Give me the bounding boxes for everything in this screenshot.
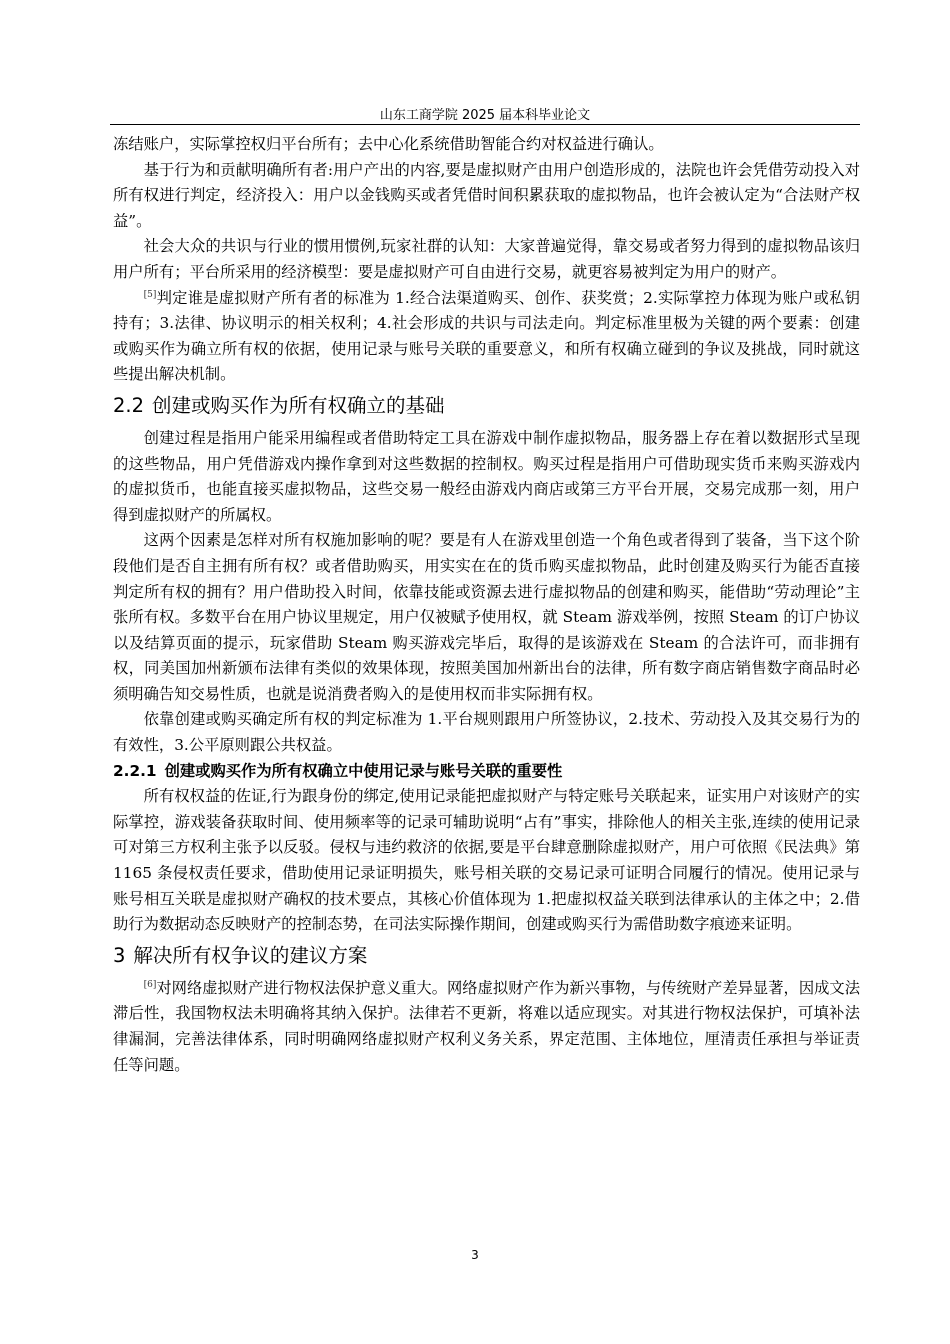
page-body bbox=[113, 132, 860, 1078]
paragraph: 基于行为和贡献明确所有者:用户产出的内容,要是虚拟财产由用户创造形成的，法院也许会凭借劳动投入对所有权进行判定，经济投入：用户以金钱购买或者凭借时间积累获取的虚拟物品，也许会被认定为“合法财产权益”。 bbox=[113, 160, 860, 230]
section-title: 创建或购买作为所有权确立的基础 bbox=[152, 393, 445, 417]
page-number: 3 bbox=[471, 1248, 479, 1262]
section-number: 3 bbox=[113, 943, 126, 967]
section-heading-2-2-1 bbox=[113, 759, 860, 785]
paragraph: 这两个因素是怎样对所有权施加影响的呢？要是有人在游戏里创造一个角色或者得到了装备，当下这个阶段他们是否自主拥有所有权？或者借助购买，用实实在在的货币购买虚拟物品，此时创建及购买行为能否直接判定所有权的拥有？用户借助投入时间，依靠技能或资源去进行虚拟物品的创建和购买，能借助“劳动理论”主张所有权。多数平台在用户协议里规定，用户仅被赋予使用权，就 Steam 游戏举例，按照 Steam 的订户协议以及结算页面的提示，玩家借助 Steam 购买游戏完毕后，取得的是该游戏在 Steam 的合法许可，而非拥有权，同美国加州新颁布法律有类似的效果体现，按照美国加州新出台的法律，所有数字商店销售数字商品时必须明确告知交易性质，也就是说消费者购入的是使用权而非实际拥有权。 bbox=[113, 531, 860, 703]
paragraph bbox=[113, 976, 860, 1078]
running-header: 山东工商学院 2025 届本科毕业论文 bbox=[379, 108, 591, 123]
paragraph: 社会大众的共识与行业的惯用惯例,玩家社群的认知：大家普遍觉得，靠交易或者努力得到的虚拟物品该归用户所有；平台所采用的经济模型：要是虚拟财产可自由进行交易，就更容易被判定为用户的财产。 bbox=[113, 237, 860, 281]
citation-marker: [6] bbox=[143, 979, 157, 990]
section-heading-2-2 bbox=[113, 390, 860, 422]
paragraph: 创建过程是指用户能采用编程或者借助特定工具在游戏中制作虚拟物品，服务器上存在着以数据形式呈现的这些物品，用户凭借游戏内操作拿到对这些数据的控制权。购买过程是指用户可借助现实货币来购买游戏内的虚拟货币，也能直接买虚拟物品，这些交易一般经由游戏内商店或第三方平台开展，交易完成那一刻，用户得到虚拟财产的所属权。 bbox=[113, 428, 860, 524]
header-rule bbox=[110, 124, 860, 125]
section-title: 创建或购买作为所有权确立中使用记录与账号关联的重要性 bbox=[164, 761, 563, 780]
citation-marker: [5] bbox=[143, 289, 157, 300]
section-heading-3 bbox=[113, 940, 860, 972]
paragraph-text: 对网络虚拟财产进行物权法保护意义重大。网络虚拟财产作为新兴事物，与传统财产差异显著，因成文法滞后性，我国物权法未明确将其纳入保护。法律若不更新，将难以适应现实。对其进行物权法保护，可填补法律漏洞，完善法律体系，同时明确网络虚拟财产权利义务关系，界定范围、主体地位，厘清责任承担与举证责任等问题。 bbox=[113, 978, 861, 1074]
section-title: 解决所有权争议的建议方案 bbox=[133, 943, 368, 967]
paragraph: 所有权权益的佐证,行为跟身份的绑定,使用记录能把虚拟财产与特定账号关联起来，证实用户对该财产的实际掌控，游戏装备获取时间、使用频率等的记录可辅助说明“占有”事实，排除他人的相关主张,连续的使用记录可对第三方权利主张予以反驳。侵权与违约救济的依据,要是平台肆意删除虚拟财产，用户可依照《民法典》第 1165 条侵权责任要求，借助使用记录证明损失，账号相关联的交易记录可证明合同履行的情况。使用记录与账号相互关联是虚拟财产确权的技术要点，其核心价值体现为 1.把虚拟权益关联到法律承认的主体之中；2.借助行为数据动态反映财产的控制态势，在司法实际操作期间，创建或购买行为需借助数字痕迹来证明。 bbox=[113, 787, 860, 934]
section-number: 2.2.1 bbox=[113, 761, 157, 780]
paragraph: 依靠创建或购买确定所有权的判定标准为 1.平台规则跟用户所签协议，2.技术、劳动投入及其交易行为的有效性，3.公平原则跟公共权益。 bbox=[113, 710, 860, 755]
paragraph: 冻结账户，实际掌控权归平台所有；去中心化系统借助智能合约对权益进行确认。 bbox=[113, 135, 664, 153]
paragraph-text: 判定谁是虚拟财产所有者的标准为 1.经合法渠道购买、创作、获奖赏；2.实际掌控力体现为账户或私钥持有；3.法律、协议明示的相关权利；4.社会形成的共识与司法走向。判定标准里极为关键的两个要素：创建或购买作为确立所有权的依据，使用记录与账号关联的重要意义，和所有权确立碰到的争议及挑战，同时就这些提出解决机制。 bbox=[113, 288, 860, 384]
paragraph bbox=[113, 286, 860, 388]
section-number: 2.2 bbox=[113, 393, 145, 417]
